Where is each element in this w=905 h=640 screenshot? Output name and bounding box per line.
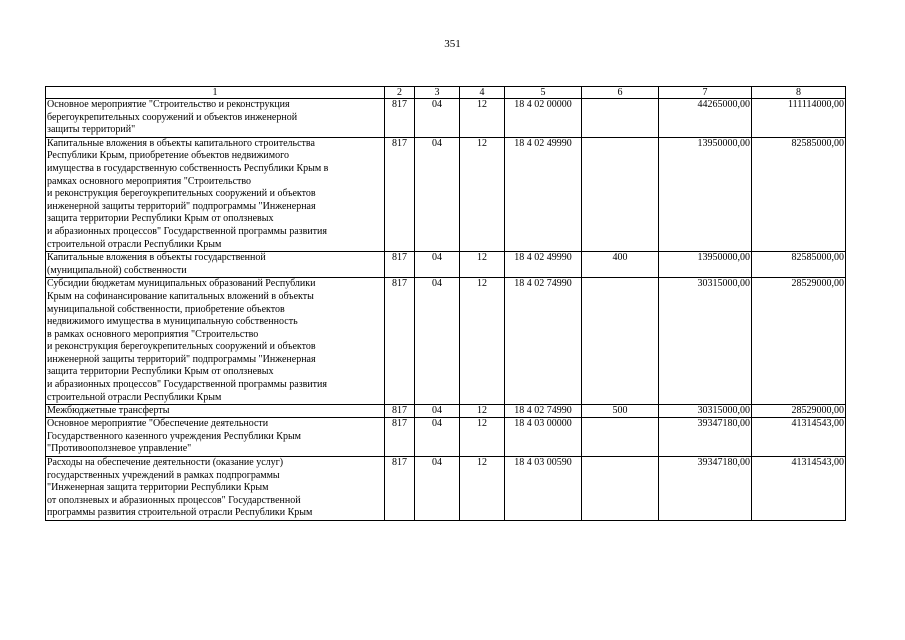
table-row [46, 418, 846, 457]
cell-amount-year2: 41314543,00 [752, 418, 846, 457]
cell-expense-type: 400 [582, 252, 659, 278]
cell-amount-year1: 30315000,00 [659, 405, 752, 418]
table-row [46, 457, 846, 521]
row-description: Субсидии бюджетам муниципальных образований Республики Крым на софинансирование капитальных вложений в объекты муниципальной собственности, приобретение объектов недвижимого имущества в муниципальную собственность в рамках основного мероприятия "Строительство и реконструкция берегоукрепительных сооружений и объектов инженерной защиты территорий" подпрограммы "Инженерная защита территории Республики Крым от оползневых и абразионных процессов" Государственной программы развития строительной отрасли Республики Крым [46, 278, 385, 405]
table-row [46, 99, 846, 138]
cell-expense-type [582, 137, 659, 251]
cell-amount-year2: 82585000,00 [752, 137, 846, 251]
cell-amount-year2: 111114000,00 [752, 99, 846, 138]
table-row [46, 137, 846, 251]
cell-ministry-code: 817 [385, 137, 415, 251]
table-row [46, 278, 846, 405]
cell-amount-year1: 13950000,00 [659, 252, 752, 278]
column-header: 4 [460, 87, 505, 99]
cell-target-article: 18 4 03 00000 [505, 418, 582, 457]
cell-expense-type [582, 418, 659, 457]
row-description: Капитальные вложения в объекты государственной (муниципальной) собственности [46, 252, 385, 278]
column-header: 3 [415, 87, 460, 99]
cell-expense-type [582, 457, 659, 521]
cell-target-article: 18 4 02 74990 [505, 405, 582, 418]
cell-subsection: 12 [460, 405, 505, 418]
cell-target-article: 18 4 03 00590 [505, 457, 582, 521]
cell-expense-type: 500 [582, 405, 659, 418]
cell-target-article: 18 4 02 49990 [505, 137, 582, 251]
cell-expense-type [582, 99, 659, 138]
table-row [46, 252, 846, 278]
cell-amount-year1: 39347180,00 [659, 418, 752, 457]
row-description: Межбюджетные трансферты [46, 405, 385, 418]
cell-ministry-code: 817 [385, 278, 415, 405]
cell-section: 04 [415, 137, 460, 251]
header-row [46, 87, 846, 99]
cell-subsection: 12 [460, 99, 505, 138]
cell-amount-year2: 28529000,00 [752, 278, 846, 405]
cell-ministry-code: 817 [385, 405, 415, 418]
cell-section: 04 [415, 252, 460, 278]
table-row [46, 405, 846, 418]
cell-ministry-code: 817 [385, 99, 415, 138]
cell-amount-year1: 13950000,00 [659, 137, 752, 251]
cell-subsection: 12 [460, 137, 505, 251]
cell-section: 04 [415, 418, 460, 457]
column-header: 6 [582, 87, 659, 99]
cell-subsection: 12 [460, 457, 505, 521]
cell-section: 04 [415, 405, 460, 418]
column-header: 7 [659, 87, 752, 99]
cell-amount-year1: 30315000,00 [659, 278, 752, 405]
cell-expense-type [582, 278, 659, 405]
column-header: 5 [505, 87, 582, 99]
cell-ministry-code: 817 [385, 457, 415, 521]
cell-amount-year2: 28529000,00 [752, 405, 846, 418]
cell-ministry-code: 817 [385, 252, 415, 278]
cell-subsection: 12 [460, 252, 505, 278]
cell-section: 04 [415, 99, 460, 138]
cell-subsection: 12 [460, 418, 505, 457]
row-description: Основное мероприятие "Обеспечение деятельности Государственного казенного учреждения Республики Крым "Противооползневое управление" [46, 418, 385, 457]
cell-target-article: 18 4 02 49990 [505, 252, 582, 278]
column-header: 1 [46, 87, 385, 99]
cell-section: 04 [415, 457, 460, 521]
column-header: 2 [385, 87, 415, 99]
row-description: Капитальные вложения в объекты капитального строительства Республики Крым, приобретение объектов недвижимого имущества в государственную собственность Республики Крым в рамках основного мероприятия "Строительство и реконструкция берегоукрепительных сооружений и объектов инженерной защиты территорий" подпрограммы "Инженерная защита территории Республики Крым от оползневых и абразионных процессов" Государственной программы развития строительной отрасли Республики Крым [46, 137, 385, 251]
row-description: Расходы на обеспечение деятельности (оказание услуг) государственных учреждений в рамках подпрограммы "Инженерная защита территории Республики Крым от оползневых и абразионных процессов" Государственной программы развития строительной отрасли Республики Крым [46, 457, 385, 521]
page-number: 351 [444, 38, 461, 50]
cell-amount-year1: 44265000,00 [659, 99, 752, 138]
cell-section: 04 [415, 278, 460, 405]
cell-subsection: 12 [460, 278, 505, 405]
cell-amount-year1: 39347180,00 [659, 457, 752, 521]
column-header: 8 [752, 87, 846, 99]
cell-target-article: 18 4 02 00000 [505, 99, 582, 138]
cell-amount-year2: 82585000,00 [752, 252, 846, 278]
budget-table [45, 86, 846, 521]
cell-ministry-code: 817 [385, 418, 415, 457]
row-description: Основное мероприятие "Строительство и реконструкция берегоукрепительных сооружений и объектов инженерной защиты территорий" [46, 99, 385, 138]
cell-amount-year2: 41314543,00 [752, 457, 846, 521]
cell-target-article: 18 4 02 74990 [505, 278, 582, 405]
